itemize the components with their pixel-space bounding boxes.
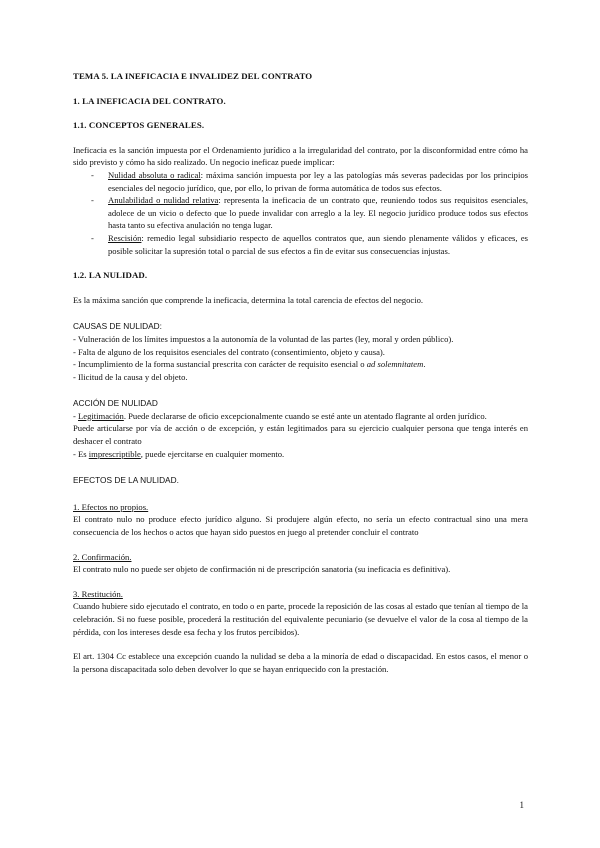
document-page <box>73 70 528 675</box>
section-heading-1-2: 1.2. LA NULIDAD. <box>73 270 148 281</box>
accion-heading: ACCIÓN DE NULIDAD <box>73 398 158 409</box>
efecto-title-text: 1. Efectos no propios. <box>73 501 149 512</box>
list-item <box>73 232 528 257</box>
efecto-1-text: El contrato nulo no produce efecto jurídico alguno. Si produjere algún efecto, no sería un efecto contractual sino una mera consecuencia de los hechos o actos que hayan sido puestos en juego al pretender concluir el contrato <box>73 514 528 538</box>
list-item-term: Rescisión <box>108 232 142 243</box>
accion-dash: - <box>73 410 79 421</box>
efecto-3-text: Cuando hubiere sido ejecutado el contrato, en todo o en parte, procede la reposición de las cosas al estado que tenían al tiempo de la celebración. Si no fuese posible, procederá la restitución del equivalente pecuniario (se devuelve el valor de la cosa al tiempo de la pérdida, con los intereses desde esa fecha y los frutos percibidos). <box>73 601 528 637</box>
causa-item-end: . <box>423 359 426 370</box>
efecto-title-text: 2. Confirmación. <box>73 551 132 562</box>
causa-item <box>73 358 528 371</box>
list-item <box>73 169 528 194</box>
art-1304-paragraph: El art. 1304 Cc establece una excepción cuando la nulidad se deba a la minoría de edad o discapacidad. En estos casos, el menor o la persona discapacitada solo deben devolver lo que se hayan enriquecido con la prestación. <box>73 651 528 674</box>
efecto-2-text: El contrato nulo no puede ser objeto de confirmación ni de prescripción sanatoria (su ineficacia es definitiva). <box>73 564 451 575</box>
accion-term-imprescriptible: imprescriptible <box>88 448 141 459</box>
accion-term-legitimacion: Legitimación <box>78 410 124 421</box>
causa-item: - Ilicitud de la causa y del objeto. <box>73 371 188 382</box>
ineficacia-list <box>73 169 528 257</box>
section-heading-1: 1. LA INEFICACIA DEL CONTRATO. <box>73 95 226 106</box>
list-item-text: : máxima sanción impuesta por ley a las patologías más severas padecidas por los principios esenciales del negocio jurídico, que, por ello, lo privan de forma automática de todos sus efectos. <box>108 169 528 193</box>
causa-item-italic: ad solemnitatem <box>366 359 424 370</box>
causa-item: - Falta de alguno de los requisitos esenciales del contrato (consentimiento, objeto y causa). <box>73 346 385 357</box>
accion-text: , puede ejercitarse en cualquier momento. <box>140 448 285 459</box>
nulidad-definition: Es la máxima sanción que comprende la ineficacia, determina la total carencia de efectos del negocio. <box>73 294 424 305</box>
page-number: 1 <box>519 800 524 810</box>
intro-paragraph: Ineficacia es la sanción impuesta por el Ordenamiento jurídico a la irregularidad del contrato, por la disconformidad entre cómo ha sido previsto y cómo ha sido realizado. Un negocio ineficaz puede implicar: <box>73 144 528 168</box>
accion-text: . Puede declararse de oficio excepcionalmente cuando se esté ante un atentado flagrante al orden jurídico. <box>123 410 487 421</box>
list-item <box>73 194 528 232</box>
causa-item: - Vulneración de los límites impuestos a la autonomía de la voluntad de las partes (ley, moral y orden público). <box>73 333 454 344</box>
causas-heading: CAUSAS DE NULIDAD: <box>73 321 162 332</box>
causa-item-text: - Incumplimiento de la forma sustancial prescrita con carácter de requisito esencial o <box>73 359 367 370</box>
list-item-text: : representa la ineficacia de un contrato que, reuniendo todos sus requisitos esenciales, adolece de un vicio o defecto que lo puede invalidar con arreglo a la ley. El negocio jurídico produce todos sus efectos hasta tanto su efectiva anulación no tenga lugar. <box>108 195 529 231</box>
section-heading-1-1: 1.1. CONCEPTOS GENERALES. <box>73 120 205 131</box>
accion-imprescriptible <box>73 448 528 461</box>
efecto-title-text: 3. Restitución. <box>73 588 123 599</box>
efecto-3-title <box>73 588 528 601</box>
list-item-text: : remedio legal subsidiario respecto de aquellos contratos que, aun siendo plenamente válidos y eficaces, es posible solicitar la supresión total o parcial de sus efectos a fin de evitar sus consecuencias injustas. <box>108 232 528 256</box>
accion-prefix: - Es <box>73 448 89 459</box>
efecto-2-title <box>73 551 528 564</box>
efecto-1-title <box>73 501 528 514</box>
efectos-heading: EFECTOS DE LA NULIDAD. <box>73 475 179 486</box>
list-item-term: Nulidad absoluta o radical <box>108 169 201 180</box>
list-item-term: Anulabilidad o nulidad relativa <box>108 195 219 206</box>
document-title: TEMA 5. LA INEFICACIA E INVALIDEZ DEL CONTRATO <box>73 71 313 81</box>
accion-legitimacion <box>73 410 528 423</box>
accion-articulacion: Puede articularse por vía de acción o de excepción, y están legitimados para su ejercicio cualquier persona que tenga interés en deshacer el contrato <box>73 423 528 447</box>
